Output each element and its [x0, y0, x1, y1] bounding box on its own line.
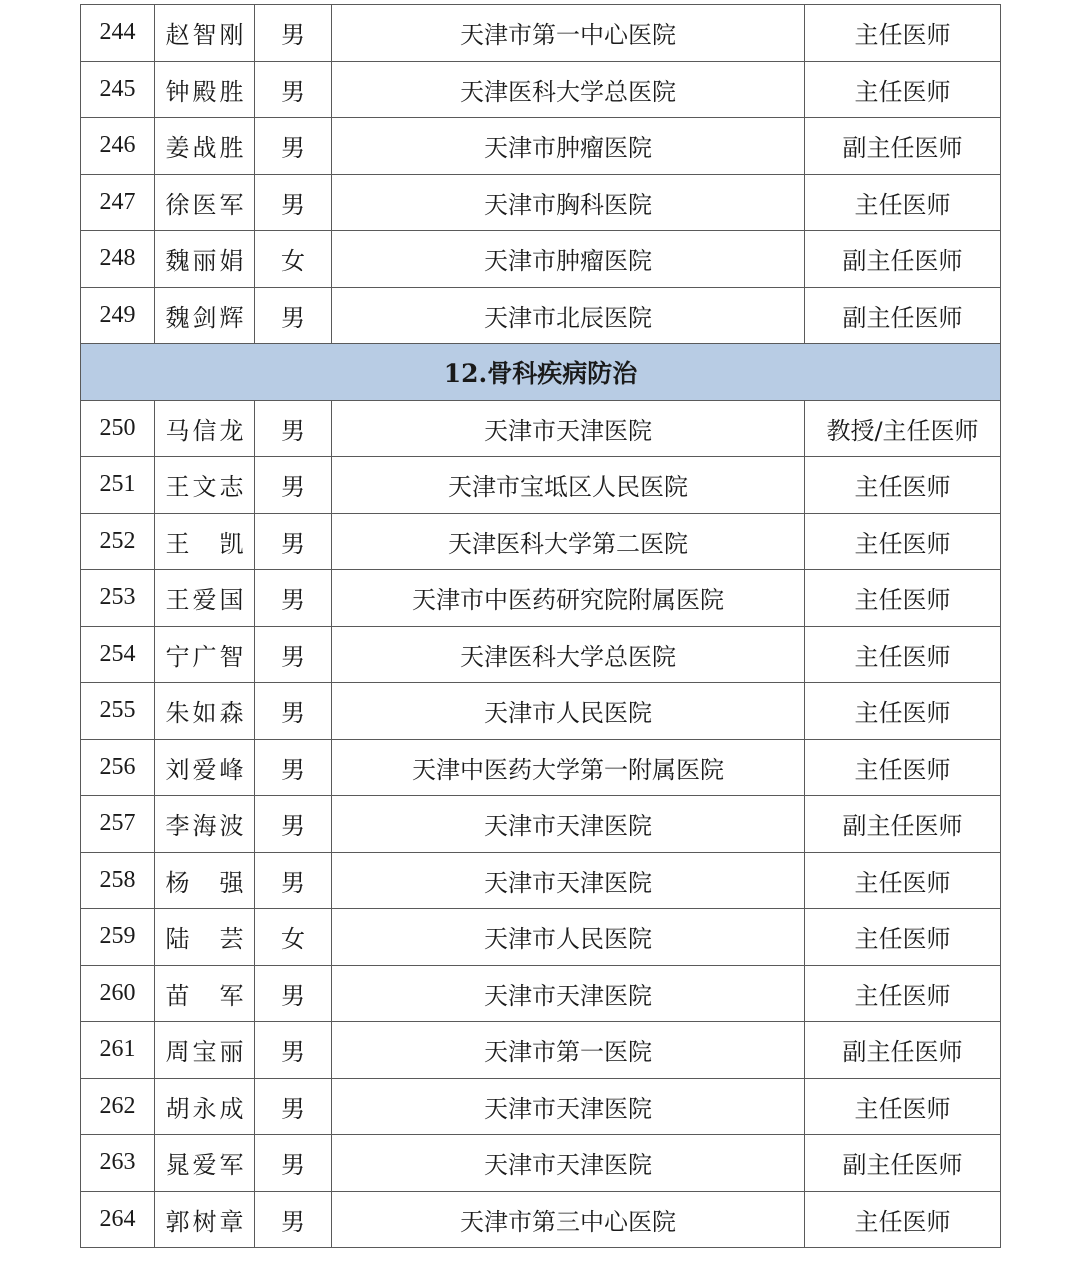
gender: 男 [255, 400, 332, 457]
row-number: 257 [81, 796, 155, 853]
doctor-name-text: 王文志 [165, 473, 244, 502]
row-number: 245 [81, 61, 155, 118]
doctor-name [155, 852, 255, 909]
job-title: 主任医师 [805, 174, 1001, 231]
gender: 男 [255, 457, 332, 514]
section-header-row [81, 344, 1001, 401]
job-title: 副主任医师 [805, 796, 1001, 853]
doctor-name [155, 570, 255, 627]
row-number: 260 [81, 965, 155, 1022]
job-title: 主任医师 [805, 739, 1001, 796]
row-number: 255 [81, 683, 155, 740]
table-row [81, 796, 1001, 853]
job-title: 主任医师 [805, 513, 1001, 570]
doctor-name-text: 徐医军 [165, 190, 244, 219]
doctor-name [155, 400, 255, 457]
doctor-name-text: 刘爱峰 [165, 755, 244, 784]
row-number: 261 [81, 1022, 155, 1079]
doctor-name-text: 胡永成 [165, 1094, 244, 1123]
table-row [81, 739, 1001, 796]
doctor-name [155, 796, 255, 853]
table-row [81, 513, 1001, 570]
hospital: 天津市胸科医院 [332, 174, 805, 231]
table-row [81, 1022, 1001, 1079]
table-row [81, 909, 1001, 966]
doctor-name-text: 姜战胜 [165, 134, 244, 163]
hospital: 天津市天津医院 [332, 1135, 805, 1192]
doctor-name [155, 1135, 255, 1192]
job-title: 主任医师 [805, 5, 1001, 62]
hospital: 天津医科大学总医院 [332, 61, 805, 118]
hospital: 天津市第三中心医院 [332, 1191, 805, 1248]
job-title: 主任医师 [805, 909, 1001, 966]
table-row [81, 287, 1001, 344]
table-row [81, 683, 1001, 740]
doctor-name-text: 赵智刚 [165, 21, 244, 50]
job-title: 主任医师 [805, 683, 1001, 740]
hospital: 天津市天津医院 [332, 796, 805, 853]
doctor-name [155, 1191, 255, 1248]
row-number: 254 [81, 626, 155, 683]
table-row [81, 1135, 1001, 1192]
job-title: 主任医师 [805, 457, 1001, 514]
job-title: 副主任医师 [805, 1022, 1001, 1079]
doctor-name [155, 174, 255, 231]
gender: 男 [255, 739, 332, 796]
gender: 女 [255, 231, 332, 288]
table-row [81, 118, 1001, 175]
hospital: 天津市北辰医院 [332, 287, 805, 344]
doctor-name-text: 苗 军 [165, 981, 244, 1010]
gender: 男 [255, 683, 332, 740]
gender: 男 [255, 965, 332, 1022]
hospital: 天津市第一中心医院 [332, 5, 805, 62]
table-row [81, 5, 1001, 62]
hospital: 天津中医药大学第一附属医院 [332, 739, 805, 796]
doctor-name-text: 宁广智 [165, 642, 244, 671]
doctor-roster-table [80, 4, 1001, 1248]
job-title: 主任医师 [805, 61, 1001, 118]
doctor-name [155, 231, 255, 288]
row-number: 248 [81, 231, 155, 288]
hospital: 天津市天津医院 [332, 1078, 805, 1135]
doctor-name-text: 王爱国 [165, 586, 244, 615]
doctor-name-text: 晁爱军 [165, 1151, 244, 1180]
doctor-name [155, 457, 255, 514]
doctor-name [155, 5, 255, 62]
doctor-name [155, 909, 255, 966]
table-row [81, 852, 1001, 909]
job-title: 副主任医师 [805, 1135, 1001, 1192]
section-title: 12.骨科疾病防治 [81, 344, 1001, 401]
row-number: 264 [81, 1191, 155, 1248]
table-row [81, 570, 1001, 627]
doctor-name [155, 1078, 255, 1135]
row-number: 251 [81, 457, 155, 514]
job-title: 主任医师 [805, 1078, 1001, 1135]
gender: 男 [255, 118, 332, 175]
doctor-name-text: 郭树章 [165, 1207, 244, 1236]
row-number: 247 [81, 174, 155, 231]
hospital: 天津医科大学总医院 [332, 626, 805, 683]
job-title: 副主任医师 [805, 287, 1001, 344]
hospital: 天津市肿瘤医院 [332, 231, 805, 288]
doctor-name [155, 61, 255, 118]
row-number: 259 [81, 909, 155, 966]
table-row [81, 965, 1001, 1022]
job-title: 副主任医师 [805, 118, 1001, 175]
doctor-name-text: 马信龙 [165, 416, 244, 445]
table-row [81, 61, 1001, 118]
row-number: 253 [81, 570, 155, 627]
doctor-name-text: 周宝丽 [165, 1038, 244, 1067]
gender: 男 [255, 796, 332, 853]
doctor-name-text: 朱如森 [165, 699, 244, 728]
row-number: 252 [81, 513, 155, 570]
doctor-name [155, 287, 255, 344]
job-title: 教授/主任医师 [805, 400, 1001, 457]
gender: 男 [255, 1135, 332, 1192]
doctor-name-text: 魏剑辉 [165, 303, 244, 332]
table-row [81, 626, 1001, 683]
row-number: 258 [81, 852, 155, 909]
doctor-name [155, 965, 255, 1022]
doctor-name-text: 王 凯 [165, 529, 244, 558]
row-number: 246 [81, 118, 155, 175]
hospital: 天津市中医药研究院附属医院 [332, 570, 805, 627]
gender: 男 [255, 513, 332, 570]
doctor-name [155, 513, 255, 570]
hospital: 天津市天津医院 [332, 400, 805, 457]
doctor-name-text: 杨 强 [165, 868, 244, 897]
gender: 男 [255, 287, 332, 344]
doctor-name [155, 1022, 255, 1079]
hospital: 天津市肿瘤医院 [332, 118, 805, 175]
doctor-name-text: 钟殿胜 [165, 77, 244, 106]
hospital: 天津市宝坻区人民医院 [332, 457, 805, 514]
gender: 男 [255, 852, 332, 909]
hospital: 天津市天津医院 [332, 965, 805, 1022]
table-row [81, 1078, 1001, 1135]
doctor-name [155, 739, 255, 796]
roster-body [81, 5, 1001, 1248]
row-number: 263 [81, 1135, 155, 1192]
row-number: 249 [81, 287, 155, 344]
gender: 男 [255, 1022, 332, 1079]
gender: 男 [255, 626, 332, 683]
row-number: 262 [81, 1078, 155, 1135]
doctor-name [155, 118, 255, 175]
doctor-name [155, 626, 255, 683]
gender: 男 [255, 5, 332, 62]
doctor-name-text: 魏丽娟 [165, 247, 244, 276]
job-title: 主任医师 [805, 626, 1001, 683]
hospital: 天津市第一医院 [332, 1022, 805, 1079]
gender: 女 [255, 909, 332, 966]
gender: 男 [255, 570, 332, 627]
doctor-name [155, 683, 255, 740]
hospital: 天津市天津医院 [332, 852, 805, 909]
job-title: 主任医师 [805, 852, 1001, 909]
row-number: 256 [81, 739, 155, 796]
doctor-name-text: 李海波 [165, 812, 244, 841]
job-title: 副主任医师 [805, 231, 1001, 288]
gender: 男 [255, 61, 332, 118]
row-number: 250 [81, 400, 155, 457]
gender: 男 [255, 1078, 332, 1135]
gender: 男 [255, 1191, 332, 1248]
job-title: 主任医师 [805, 965, 1001, 1022]
job-title: 主任医师 [805, 1191, 1001, 1248]
job-title: 主任医师 [805, 570, 1001, 627]
doctor-name-text: 陆 芸 [165, 925, 244, 954]
row-number: 244 [81, 5, 155, 62]
hospital: 天津市人民医院 [332, 683, 805, 740]
hospital: 天津医科大学第二医院 [332, 513, 805, 570]
gender: 男 [255, 174, 332, 231]
hospital: 天津市人民医院 [332, 909, 805, 966]
table-row [81, 400, 1001, 457]
table-row [81, 174, 1001, 231]
table-row [81, 457, 1001, 514]
table-row [81, 231, 1001, 288]
table-row [81, 1191, 1001, 1248]
